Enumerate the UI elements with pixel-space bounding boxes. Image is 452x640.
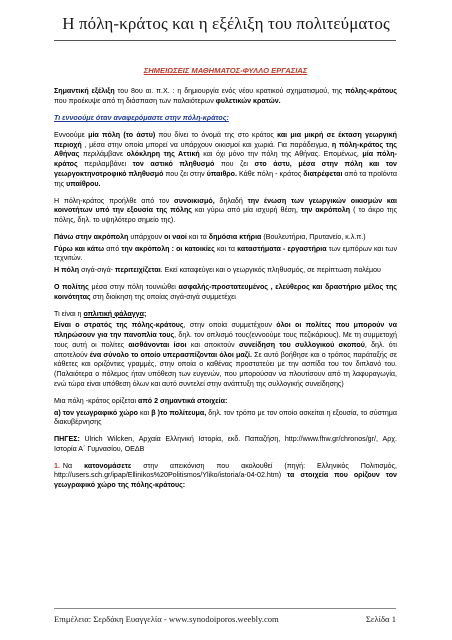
text: και τα: [186, 232, 209, 241]
text: και όχι μόνο την πόλη της Αθήνας. Επομένως,: [199, 150, 363, 159]
text: Μια πόλη -κράτος ορίζεται: [54, 396, 139, 405]
text: από: [104, 244, 122, 253]
paragraph-phalanx: [54, 321, 397, 389]
text: σιγά-σιγά-: [79, 266, 116, 275]
text: , δηλ. ότι αποτελούν: [54, 340, 397, 359]
text: δηλαδή: [214, 196, 248, 205]
paragraph-intro: [54, 87, 397, 107]
text: που δίνει το όνομά της στο κράτος: [155, 130, 278, 139]
paragraph-citizen: [54, 283, 397, 303]
text-bold: φυλετικών κρατών.: [215, 97, 281, 106]
text: στην απεικόνιση που ακολουθεί (πηγή: Ελληνικός Πολιτισμός, http://users.sch.gr/ipap/Ellinikos%20Politismos/Yliko/istoria/a-04-02.htm): [54, 461, 397, 480]
text-bold: την ακρόπολη : οι κατοικίες: [121, 244, 215, 253]
text-bold: Ο πολίτης: [54, 282, 89, 291]
text: Τι είναι η: [54, 309, 84, 318]
text: Να: [62, 461, 85, 470]
footer-divider: [54, 608, 396, 609]
text: δηλ. τον τρόπο με τον οποίο ασκείται η εξουσία, το σύστημα διακυβέρνησης: [54, 408, 397, 427]
title-divider: [54, 40, 396, 41]
footer-author: Επιμέλεια: Σερδάκη Ευαγγελία - www.synodoiporos.weebly.com: [54, 614, 279, 624]
text-bold: συνείδηση του συλλογικού σκοπού: [238, 340, 365, 349]
text-bold: Είναι ο στρατός της πόλης-κράτους: [54, 321, 184, 330]
text-bold: α) τον γεωγραφικό χώρο: [54, 408, 138, 417]
text-bold: τον αστικό πληθυσμό: [132, 160, 215, 169]
text-bold: τα στοιχεία που ορίζουν τον γεωγραφικό χώρο της πόλης-κράτους:: [54, 471, 397, 490]
text: , μέσα στην οποία μπορεί να υπάρχουν οικισμοί και χωριά. Για παράδειγμα,: [81, 140, 332, 149]
paragraph-exercise-1: [54, 462, 397, 491]
text-bold: Γύρω και κάτω: [54, 244, 105, 253]
text-bold: ΠΗΓΕΣ:: [54, 435, 80, 444]
section-heading-phalanx: [54, 310, 397, 320]
text: ( το άκρο της πόλης, δηλ. το υψηλότερο σημείο της).: [54, 206, 397, 225]
text: Εννοούμε: [54, 130, 89, 139]
paragraph-synoikismos: [54, 197, 397, 226]
text: . Εκεί καταφεύγει και ο γεωργικός πληθυσμός, σε περίπτωση πολέμου: [160, 266, 381, 275]
text: , δηλ. τον οπλισμό τους(εννοούμε τους πεζικάριους). Με τη συμμετοχή τους αυτή οι πολίτες: [54, 331, 397, 349]
text-bold: Πάνω στην ακρόπολη: [54, 232, 129, 241]
text-bold: την ένωση των γεωργικών οικισμών και κοινοτήτων υπό την εξουσία της πόλης: [54, 196, 397, 215]
paragraph-walls: [54, 266, 397, 276]
text-bold: συνοικισμό,: [174, 196, 215, 205]
text: μέσα στην πόλη τουνιώθει: [88, 282, 179, 291]
text-bold: την ακρόπολη: [300, 206, 351, 215]
text: και τα: [214, 244, 238, 253]
text-bold: δημόσια κτήρια: [208, 232, 262, 241]
text-bold: αισθάνονται ίσοι: [128, 340, 187, 349]
text-bold: Σημαντική εξέλιξη: [54, 87, 115, 96]
paragraph-geography-regime: [54, 409, 397, 429]
text: υπάρχουν: [128, 232, 165, 241]
page-footer: [54, 614, 396, 624]
text: που ζει στην: [163, 169, 207, 178]
text: στη διοίκηση της οποίας σιγά-σιγά συμμετέχει: [90, 292, 236, 301]
text-bold: Η πόλη: [54, 266, 80, 275]
text-bold: στο άστυ, μέσα στην πόλη και τον γεωργοκτηνοτροφικό πληθυσμό: [54, 160, 397, 178]
text-bold: ύπαιθρο.: [206, 169, 237, 178]
text-bold: πόλης-κράτους: [345, 87, 397, 96]
paragraph-definition: [54, 131, 397, 190]
text-bold: ασφαλής-προστατευμένος , ελεύθερος και δραστήριο μέλος της κοινότητας: [54, 282, 397, 301]
document-body: [54, 66, 397, 498]
text-bold: οι ναοί: [164, 232, 187, 241]
text: περιλάμβανε: [79, 150, 127, 159]
text: του 8ου αι. π.Χ. : η δημιουργία ενός νέου κρατικού σχηματισμού, της: [114, 87, 346, 96]
text: (Βουλευτήρια, Πρυτανείο, κ.λ.π.): [261, 232, 366, 241]
text-bold: ολόκληρη της Αττική: [126, 150, 200, 159]
page-title: Η πόλη-κράτος και η εξέλιξη του πολιτεύματος: [62, 14, 390, 33]
text-bold: και μια μικρή σε έκταση γεωργική περιοχή: [54, 130, 397, 149]
text-bold: ένα σύνολο το οποίο υπερασπίζονται όλοι μαζί.: [89, 350, 252, 359]
text-bold: β )το πολίτευμα,: [151, 408, 207, 417]
text: των εμπόρων και των τεχνιτών.: [54, 244, 398, 263]
text: από τα προϊόντα της: [54, 169, 398, 188]
exercise-number: 1.: [54, 461, 60, 470]
text-bold: μία πόλη-κράτος: [54, 150, 397, 169]
text-bold: υπαίθρου.: [66, 179, 101, 188]
text-bold: όλοι οι πολίτες που μπορούν να πληρώσουν για την πανοπλία τους: [54, 321, 397, 340]
text-bold: κατονομάσετε: [84, 461, 132, 470]
text: Η πόλη-κράτος προήλθε από τον: [54, 196, 175, 205]
page-number: Σελίδα 1: [365, 614, 396, 624]
text: Ulrich Wilcken, Αρχαία Ελληνική Ιστορία, εκδ. Παπαζήση, http://www.fhw.gr/chronos/gr/, Αρχ. Ιστορία Α΄ Γυμνασίου, ΟΕΔΒ: [54, 435, 397, 453]
text-bold: περιτειχίζεται: [115, 266, 161, 275]
text-bold: διατρέφεται: [303, 169, 343, 178]
text: που προέκυψε από τη διάσπαση των παλαιότερων: [54, 97, 216, 106]
document-subtitle: ΣΗΜΕΙΩΣΕΙΣ ΜΑΘΗΜΑΤΟΣ-ΦΥΛΛΟ ΕΡΓΑΣΙΑΣ: [143, 66, 308, 75]
text: και: [137, 408, 152, 417]
text: Σε αυτό βοήθησε και ο τρόπος παράταξής σε κάθετες και οριζόντιες γραμμές, στην οποία ο καθένας προστατεύει με την ασπίδα του τον διπλανό του.(Παλαιότερα ο πόλεμος ήταν υπόθεση των ευγενών, που μπορούσαν να πλουτίσουν από τη λαφυραγωγία, ενώ τώρα είναι υπόθεση όλων και αυτό συντελεί στην ανάπτυξη της συλλογικής συνείδησης): [54, 350, 398, 388]
text-bold: καταστήματα - εργαστήρια: [237, 244, 327, 253]
text: περιλαμβάνει: [77, 160, 133, 169]
text: που ζει: [214, 160, 255, 169]
text-bold: μία πόλη (το άστυ): [88, 130, 156, 139]
text: και αποκτούν: [186, 340, 239, 349]
paragraph-elements: [54, 397, 397, 407]
section-heading-city-state: Τι εννοούμε όταν αναφερόμαστε στην πόλη-κράτος:: [54, 114, 229, 123]
paragraph-houses: [54, 245, 397, 265]
text-bold: η πόλη-κράτος της Αθήνας: [54, 140, 397, 159]
text: , στην οποία συμμετέχουν: [183, 321, 277, 330]
text-bold: οπλιτική φάλαγγα;: [83, 309, 147, 318]
paragraph-acropolis: [54, 233, 397, 243]
text-bold: από 2 σημαντικά στοιχεία:: [138, 396, 228, 405]
text: και γύρω από μία ισχυρή θέση,: [191, 206, 301, 215]
paragraph-sources: [54, 435, 397, 455]
text: Κάθε πόλη - κράτος: [236, 169, 304, 178]
